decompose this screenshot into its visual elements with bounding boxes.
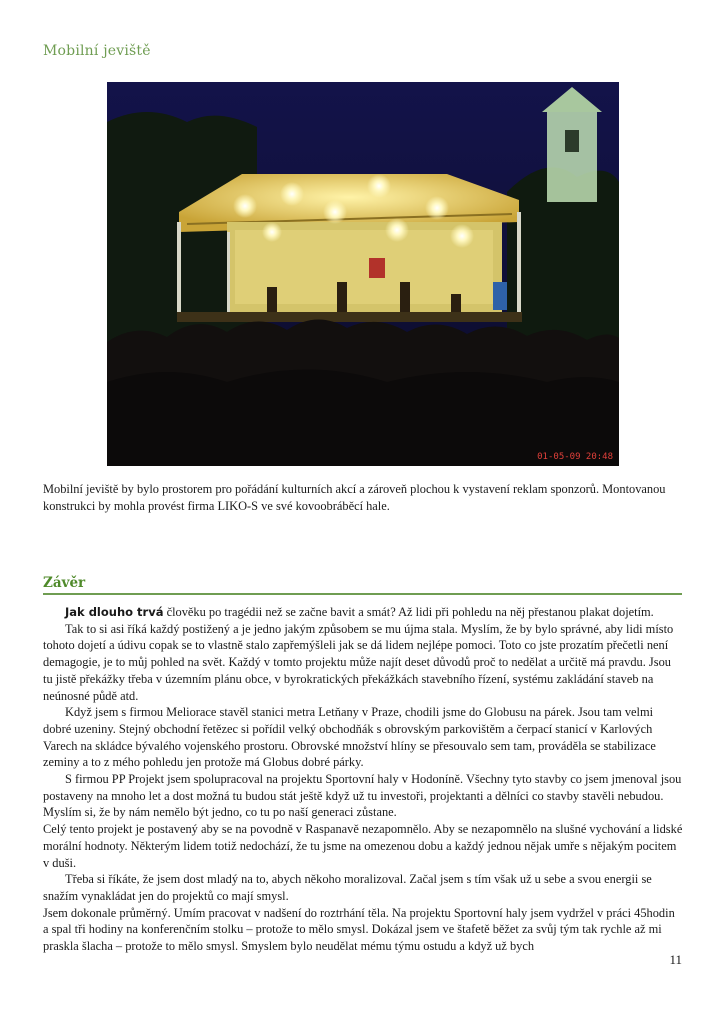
paragraph-7: Jsem dokonale průměrný. Umím pracovat v nadšení do roztrhání těla. Na projektu Sportovní haly jsem vydržel v práci 45hodin a spal tři hodiny na konferenčním stolku – protože to mělo smysl. Dokázal jsem ve štafetě běžet za svůj tým tak rychle až mi praskla šlacha – protože to mělo smysl. Smyslem bylo neudělat mému týmu ostudu a když už bych [43, 905, 675, 954]
page-number: 11 [669, 952, 682, 967]
paragraph-3: Když jsem s firmou Meliorace stavěl stanici metra Letňany v Praze, chodili jsme do Globusu na párek. Jsou tam velmi dobré uzeniny. Stejný obchodní řetězec si pořídil velký obchodňák s obrovským parkovištěm a čerpací stanicí v Karlových Varech na skládce bývalého vojenského prostoru. Obrovské množství hlíny se přesouvalo sem tam, prováděla se stabilizace zeminy a to z mého pohledu jen protože má Globus dobré párky. [43, 705, 656, 770]
photo-timestamp: 01-05-09 20:48 [537, 452, 613, 462]
paragraph-2: Tak to si asi říká každý postižený a je jedno jakým způsobem se mu újma stala. Myslím, že by bylo správné, aby lidi místo tohoto dojetí a údivu copak se to vlastně stalo zapřemýšleli jak se dá lidem nejlépe pomoci. Toto co jste prozatím přečetli není demagogie, je to můj pohled na svět. Každý v tomto projektu může najít deset důvodů proč to nedělat a určitě má pravdu. Jsou tu jistě překážky třeba v územním plánu obce, v byrokratických překážkách stavebního řízení, systému zakládání staveb na neúnosné půdě atd. [43, 621, 674, 703]
conclusion-title: Závěr [43, 575, 682, 595]
stage-photo [107, 82, 619, 466]
photo-caption: Mobilní jeviště by bylo prostorem pro pořádání kulturních akcí a zároveň plochou k vystavení reklam sponzorů. Montovanou konstrukci by mohla provést firma LIKO-S ve své kovoobráběcí hale. [43, 482, 666, 513]
paragraph-1 [43, 604, 683, 621]
paragraph-5: Celý tento projekt je postavený aby se na povodně v Raspanavě nezapomnělo. Aby se nezapomnělo na slušné vychování a lidské morální hodnoty. Některým lidem totiž nedochází, že tu jsme na omezenou dobu a každý jednou nějak umře s nějakým pocitem v duši. [43, 822, 683, 870]
stage-photo-illustration [107, 82, 619, 466]
lead-phrase: Jak dlouho trvá [65, 605, 164, 619]
section-title: Mobilní jeviště [43, 43, 151, 59]
paragraph-6: Třeba si říkáte, že jsem dost mladý na to, abych někoho moralizoval. Začal jsem s tím však už u sebe a svou energii se snažím vynakládat jen do projektů co mají smysl. [43, 872, 652, 903]
paragraph-4: S firmou PP Projekt jsem spolupracoval na projektu Sportovní haly v Hodoníně. Všechny tyto stavby co jsem jmenoval jsou postaveny na mnoho let a dost možná tu budou stát ještě když už tu investoři, projektanti a dělníci co stavby stavěli nebudou. Myslím si, že by nám nemělo být jedno, co tu po naší generaci zůstane. [43, 772, 682, 820]
paragraph-1-text: člověku po tragédii než se začne bavit a smát? Až lidi při pohledu na něj přestanou plakat dojetím. [163, 605, 654, 619]
conclusion-body [43, 604, 683, 955]
